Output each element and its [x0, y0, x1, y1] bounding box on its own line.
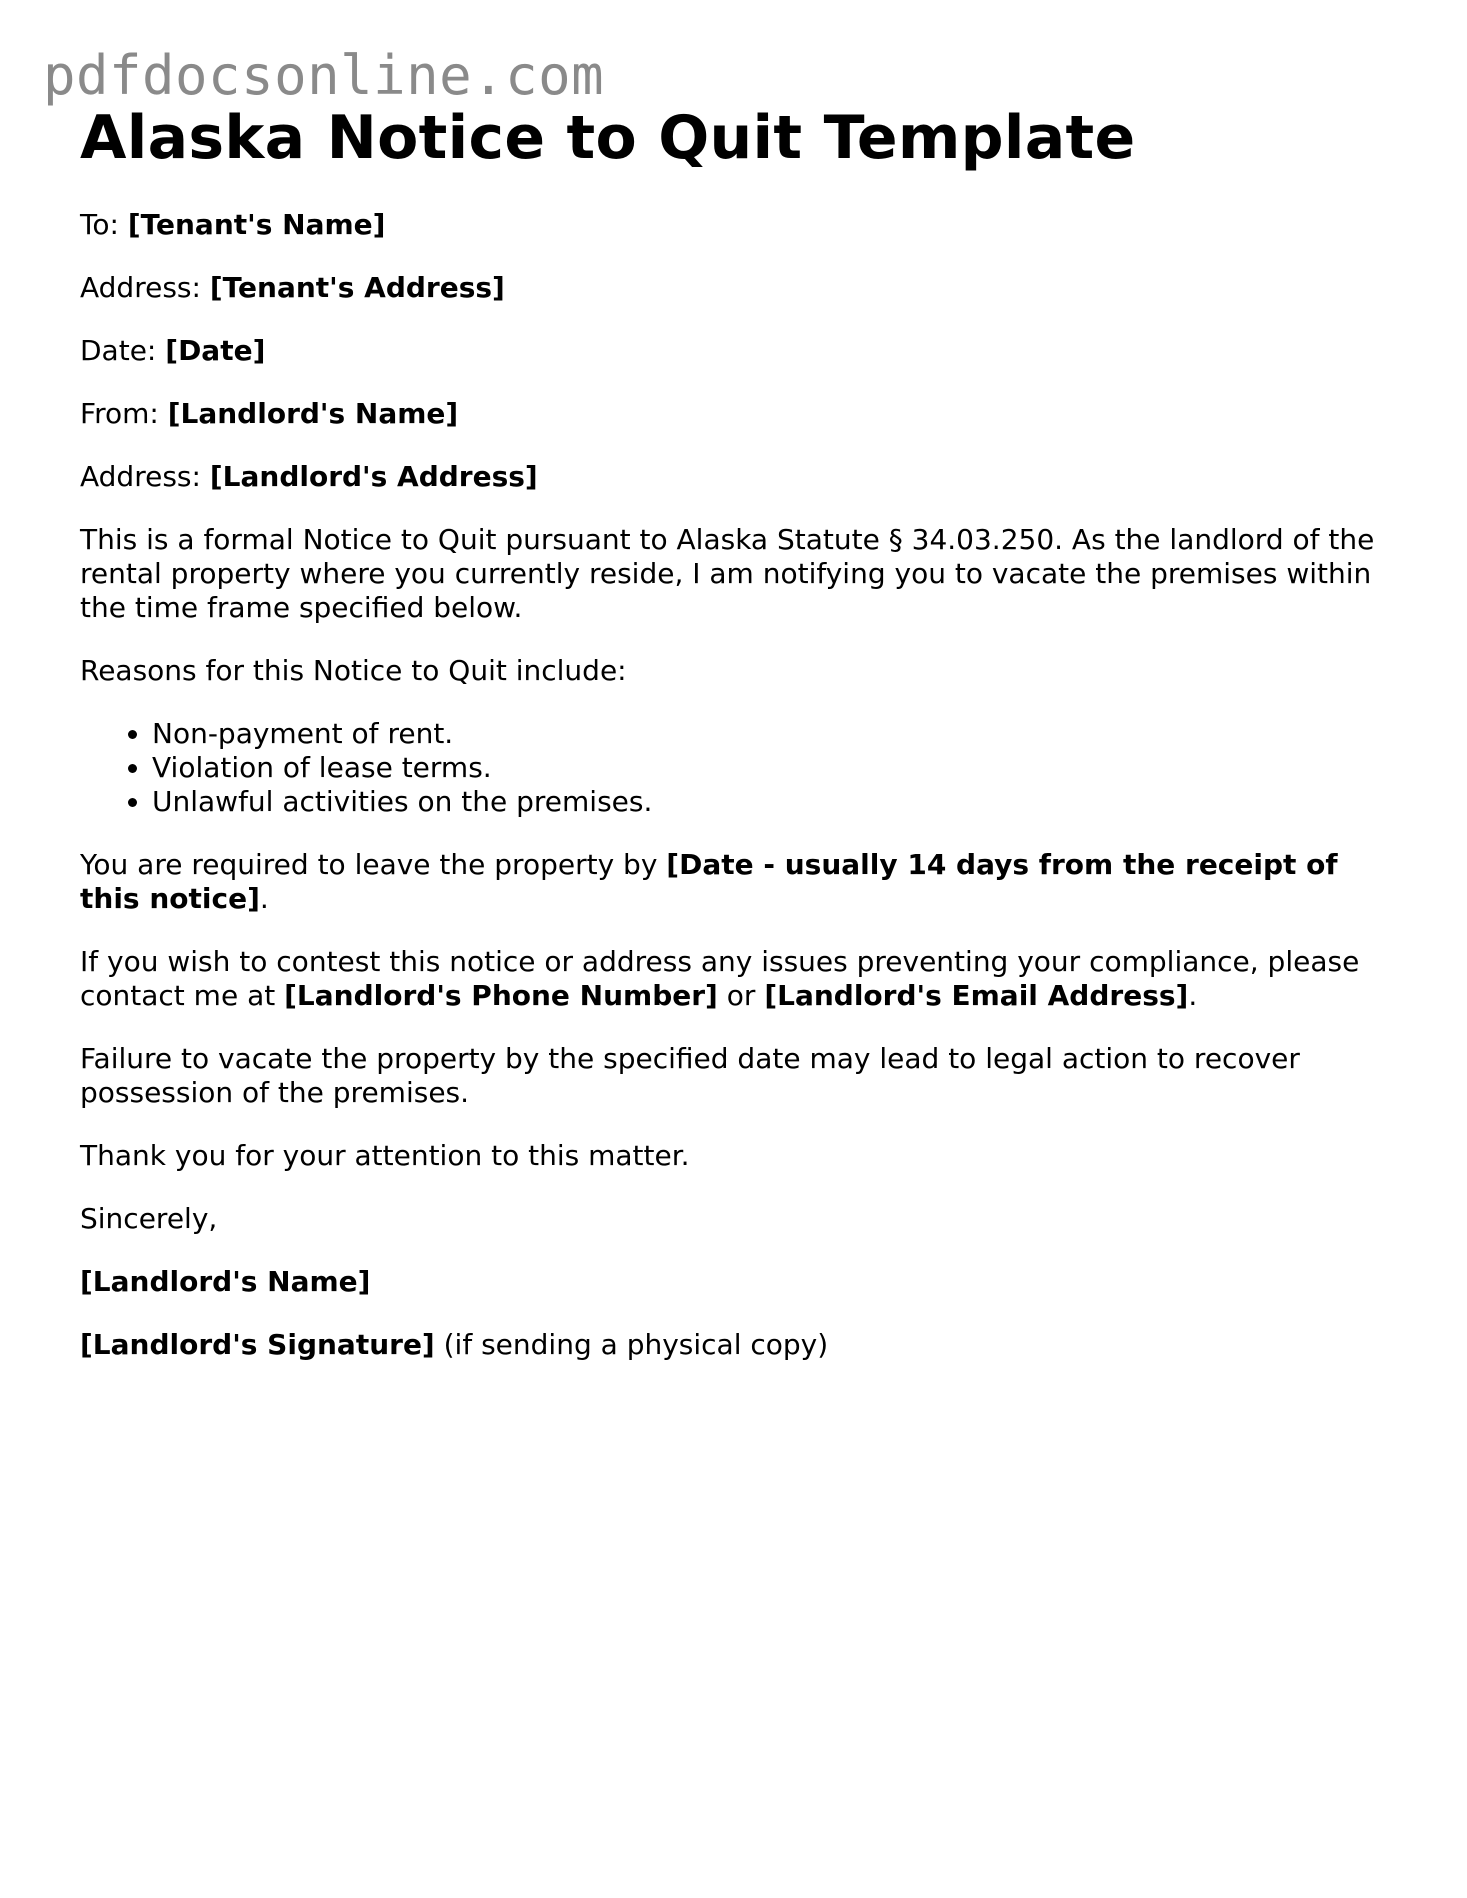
list-item: • Non-payment of rent.: [152, 717, 1400, 751]
to-value: [Tenant's Name]: [127, 208, 386, 241]
date-label: Date:: [80, 334, 157, 367]
signature-note: (if sending a physical copy): [434, 1328, 829, 1361]
landlord-address-label: Address:: [80, 460, 201, 493]
document-page: [80, 100, 1400, 1391]
closing: Sincerely,: [80, 1202, 218, 1235]
intro-paragraph: This is a formal Notice to Quit pursuant to Alaska Statute § 34.03.250. As the landlord of the rental property where you currently reside, I am notifying you to vacate the premises within the time frame specified below.: [80, 523, 1375, 624]
signature-value: [Landlord's Signature]: [80, 1328, 435, 1361]
from-value: [Landlord's Name]: [167, 397, 459, 430]
contact-paragraph: [80, 945, 1400, 1013]
list-item: • Unlawful activities on the premises.: [152, 785, 1400, 819]
contact-phone: [Landlord's Phone Number]: [284, 979, 718, 1012]
deadline-suffix: .: [259, 882, 269, 915]
deadline-prefix: You are required to leave the property by: [80, 848, 667, 881]
document-title: Alaska Notice to Quit Template: [80, 103, 1136, 173]
thanks-paragraph: Thank you for your attention to this matter.: [80, 1139, 690, 1172]
landlord-address-line: [80, 460, 1400, 494]
contact-suffix: .: [1188, 979, 1198, 1012]
date-value: [Date]: [165, 334, 266, 367]
signature-line: [80, 1328, 1400, 1362]
tenant-address-label: Address:: [80, 271, 201, 304]
contact-email: [Landlord's Email Address]: [764, 979, 1189, 1012]
failure-paragraph: Failure to vacate the property by the specified date may lead to legal action to recover possession of the premises.: [80, 1042, 1300, 1109]
signoff-name-line: [80, 1265, 1400, 1299]
watermark: pdfdocsonline.com: [43, 44, 605, 107]
tenant-address-value: [Tenant's Address]: [209, 271, 505, 304]
date-line: [80, 334, 1400, 368]
contact-middle: or: [717, 979, 765, 1012]
deadline-paragraph: [80, 848, 1400, 916]
document-body: [80, 208, 1400, 1362]
signoff-name: [Landlord's Name]: [80, 1265, 371, 1298]
reasons-heading: Reasons for this Notice to Quit include:: [80, 654, 627, 687]
from-label: From:: [80, 397, 159, 430]
deadline-value: [Date - usually 14 days from the receipt of this notice]: [80, 848, 1338, 915]
reasons-list: [80, 717, 1400, 819]
to-line: [80, 208, 1400, 242]
list-item: • Violation of lease terms.: [152, 751, 1400, 785]
contact-prefix: If you wish to contest this notice or address any issues preventing your compliance, please contact me at: [80, 945, 1360, 1012]
tenant-address-line: [80, 271, 1400, 305]
from-line: [80, 397, 1400, 431]
landlord-address-value: [Landlord's Address]: [209, 460, 538, 493]
to-label: To:: [80, 208, 119, 241]
